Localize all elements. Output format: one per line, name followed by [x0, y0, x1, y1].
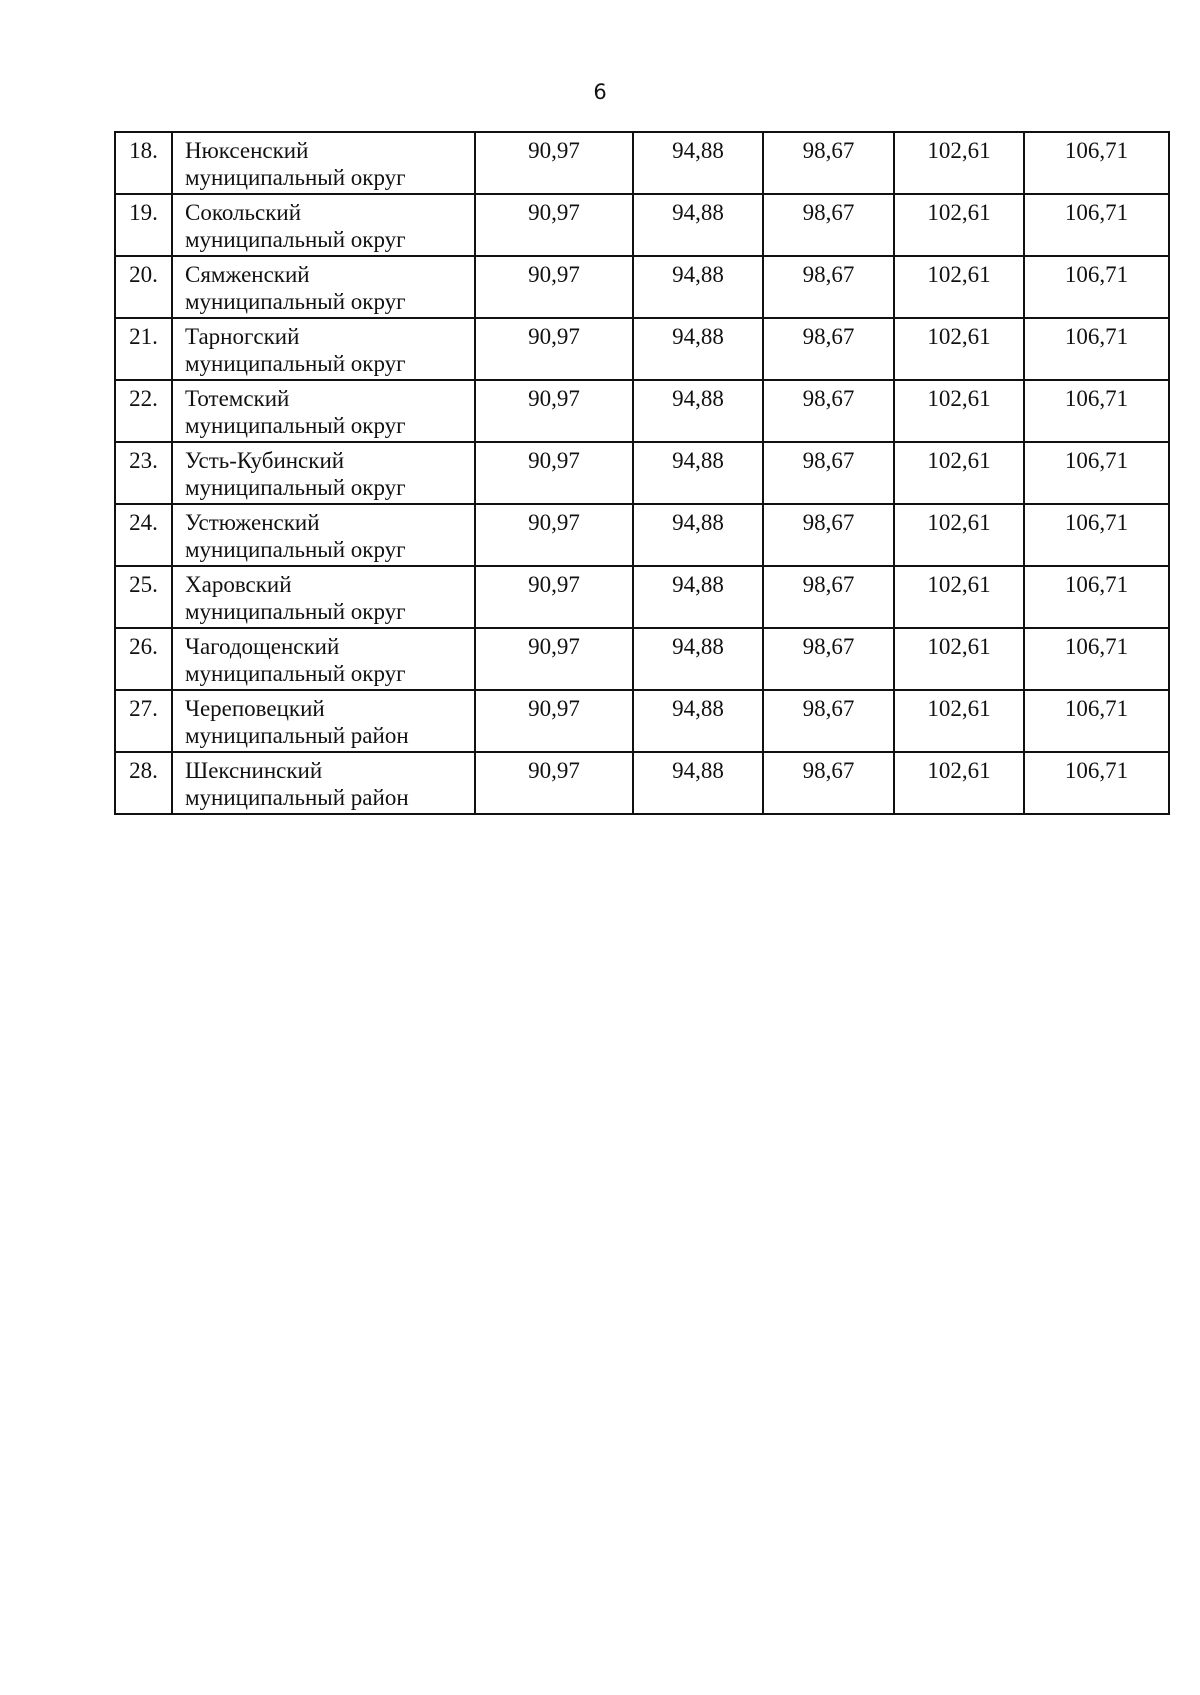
value-cell-5: 106,71: [1024, 380, 1169, 442]
row-number-cell: 22.: [115, 380, 172, 442]
table-row: [115, 132, 1169, 194]
value-cell-5: 106,71: [1024, 318, 1169, 380]
value-cell-1: 90,97: [475, 132, 633, 194]
municipality-name: Сямженский: [185, 262, 310, 287]
value-cell-1: 90,97: [475, 380, 633, 442]
municipality-name-cell: [172, 504, 475, 566]
table-row: [115, 566, 1169, 628]
value-cell-5: 106,71: [1024, 442, 1169, 504]
value-cell-3: 98,67: [763, 256, 894, 318]
data-table: [114, 131, 1170, 815]
value-cell-5: 106,71: [1024, 132, 1169, 194]
row-number-cell: 18.: [115, 132, 172, 194]
value-cell-1: 90,97: [475, 318, 633, 380]
municipality-name-cell: [172, 380, 475, 442]
value-cell-3: 98,67: [763, 442, 894, 504]
table-row: [115, 690, 1169, 752]
municipality-name: Устюженский: [185, 510, 320, 535]
municipality-name: Череповецкий: [185, 696, 325, 721]
municipality-name: Чагодощенский: [185, 634, 340, 659]
table-row: [115, 256, 1169, 318]
municipality-type: муниципальный округ: [185, 165, 406, 190]
municipality-name-cell: [172, 318, 475, 380]
table-body: [115, 132, 1169, 814]
value-cell-4: 102,61: [894, 380, 1024, 442]
row-number-cell: 28.: [115, 752, 172, 814]
value-cell-1: 90,97: [475, 442, 633, 504]
value-cell-2: 94,88: [633, 752, 763, 814]
municipality-type: муниципальный округ: [185, 413, 406, 438]
municipality-name-cell: [172, 566, 475, 628]
value-cell-1: 90,97: [475, 628, 633, 690]
page-number: 6: [593, 80, 607, 104]
value-cell-4: 102,61: [894, 690, 1024, 752]
value-cell-2: 94,88: [633, 194, 763, 256]
table-row: [115, 318, 1169, 380]
row-number-cell: 21.: [115, 318, 172, 380]
value-cell-5: 106,71: [1024, 256, 1169, 318]
municipality-name-cell: [172, 256, 475, 318]
value-cell-4: 102,61: [894, 442, 1024, 504]
municipality-name: Усть-Кубинский: [185, 448, 345, 473]
value-cell-3: 98,67: [763, 566, 894, 628]
value-cell-2: 94,88: [633, 318, 763, 380]
value-cell-1: 90,97: [475, 752, 633, 814]
value-cell-3: 98,67: [763, 690, 894, 752]
municipality-name: Тотемский: [185, 386, 290, 411]
value-cell-5: 106,71: [1024, 752, 1169, 814]
municipality-name: Шекснинский: [185, 758, 323, 783]
value-cell-3: 98,67: [763, 752, 894, 814]
municipality-name-cell: [172, 628, 475, 690]
municipality-name: Тарногский: [185, 324, 300, 349]
municipality-name-cell: [172, 752, 475, 814]
value-cell-1: 90,97: [475, 566, 633, 628]
municipality-name-cell: [172, 442, 475, 504]
value-cell-4: 102,61: [894, 752, 1024, 814]
municipality-name-cell: [172, 690, 475, 752]
value-cell-5: 106,71: [1024, 504, 1169, 566]
municipality-name-cell: [172, 132, 475, 194]
value-cell-4: 102,61: [894, 566, 1024, 628]
row-number-cell: 20.: [115, 256, 172, 318]
value-cell-2: 94,88: [633, 132, 763, 194]
value-cell-2: 94,88: [633, 690, 763, 752]
row-number-cell: 19.: [115, 194, 172, 256]
table-row: [115, 752, 1169, 814]
value-cell-1: 90,97: [475, 194, 633, 256]
value-cell-4: 102,61: [894, 194, 1024, 256]
municipality-type: муниципальный округ: [185, 661, 406, 686]
value-cell-5: 106,71: [1024, 194, 1169, 256]
table-row: [115, 504, 1169, 566]
municipality-type: муниципальный район: [185, 723, 409, 748]
value-cell-2: 94,88: [633, 504, 763, 566]
municipality-type: муниципальный округ: [185, 227, 406, 252]
municipality-type: муниципальный район: [185, 785, 409, 810]
value-cell-4: 102,61: [894, 318, 1024, 380]
value-cell-3: 98,67: [763, 194, 894, 256]
value-cell-3: 98,67: [763, 504, 894, 566]
value-cell-4: 102,61: [894, 628, 1024, 690]
row-number-cell: 26.: [115, 628, 172, 690]
value-cell-3: 98,67: [763, 628, 894, 690]
table-row: [115, 628, 1169, 690]
value-cell-2: 94,88: [633, 380, 763, 442]
value-cell-4: 102,61: [894, 504, 1024, 566]
municipality-type: муниципальный округ: [185, 351, 406, 376]
municipality-name: Сокольский: [185, 200, 302, 225]
value-cell-1: 90,97: [475, 504, 633, 566]
value-cell-2: 94,88: [633, 256, 763, 318]
value-cell-5: 106,71: [1024, 690, 1169, 752]
table-row: [115, 194, 1169, 256]
municipality-name: Нюксенский: [185, 138, 309, 163]
value-cell-5: 106,71: [1024, 628, 1169, 690]
municipality-name: Харовский: [185, 572, 292, 597]
value-cell-3: 98,67: [763, 380, 894, 442]
row-number-cell: 24.: [115, 504, 172, 566]
value-cell-3: 98,67: [763, 132, 894, 194]
value-cell-3: 98,67: [763, 318, 894, 380]
value-cell-1: 90,97: [475, 256, 633, 318]
value-cell-2: 94,88: [633, 628, 763, 690]
municipality-type: муниципальный округ: [185, 599, 406, 624]
municipality-type: муниципальный округ: [185, 475, 406, 500]
value-cell-2: 94,88: [633, 566, 763, 628]
table-row: [115, 442, 1169, 504]
value-cell-2: 94,88: [633, 442, 763, 504]
row-number-cell: 27.: [115, 690, 172, 752]
row-number-cell: 25.: [115, 566, 172, 628]
value-cell-5: 106,71: [1024, 566, 1169, 628]
table-row: [115, 380, 1169, 442]
municipality-name-cell: [172, 194, 475, 256]
municipality-type: муниципальный округ: [185, 537, 406, 562]
value-cell-4: 102,61: [894, 256, 1024, 318]
value-cell-1: 90,97: [475, 690, 633, 752]
value-cell-4: 102,61: [894, 132, 1024, 194]
row-number-cell: 23.: [115, 442, 172, 504]
municipality-type: муниципальный округ: [185, 289, 406, 314]
